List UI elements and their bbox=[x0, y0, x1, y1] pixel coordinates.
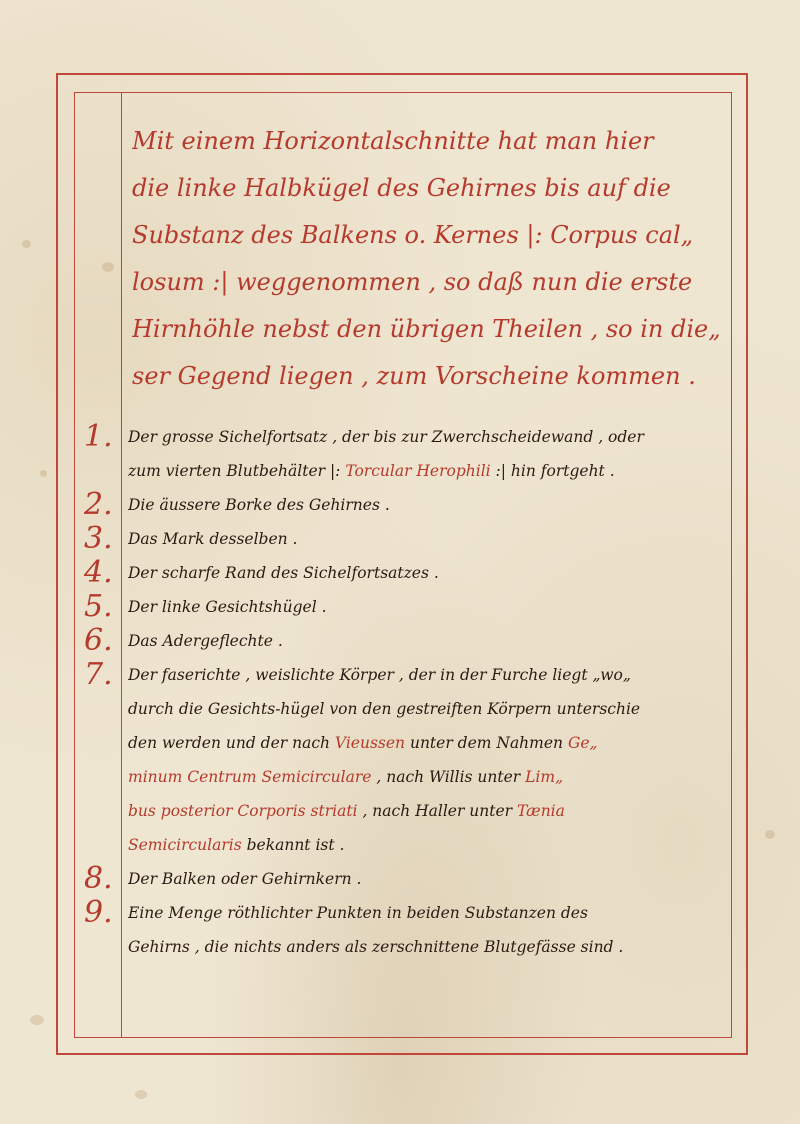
item-text-line bbox=[128, 794, 729, 828]
list-item bbox=[84, 896, 729, 964]
item-number: 3. bbox=[84, 521, 113, 556]
heading-line: die linke Halbkügel des Gehirnes bis auf die bbox=[132, 174, 671, 202]
item-text-line bbox=[128, 692, 729, 726]
item-text-line bbox=[128, 828, 729, 862]
heading-line: Mit einem Horizontalschnitte hat man hier bbox=[132, 127, 654, 155]
latin-term: Lim„ bbox=[525, 768, 564, 786]
numbered-list bbox=[84, 420, 729, 964]
item-text-line bbox=[128, 420, 729, 454]
item-text-line bbox=[128, 454, 729, 488]
text-segment: den werden und der nach bbox=[128, 734, 335, 752]
text-segment: Die äussere Borke des Gehirnes . bbox=[128, 496, 390, 514]
list-item bbox=[84, 590, 729, 624]
item-number: 7. bbox=[84, 657, 113, 692]
text-segment: Der scharfe Rand des Sichelfortsatzes . bbox=[128, 564, 439, 582]
foxing-spot bbox=[30, 1015, 44, 1025]
latin-term: Ge„ bbox=[567, 734, 598, 752]
foxing-spot bbox=[765, 830, 775, 839]
item-text-line bbox=[128, 590, 729, 624]
item-text-line bbox=[128, 556, 729, 590]
text-segment: Der grosse Sichelfortsatz , der bis zur Zwerchscheidewand , oder bbox=[128, 428, 644, 446]
text-segment: Eine Menge röthlichter Punkten in beiden Substanzen des bbox=[128, 904, 588, 922]
foxing-spot bbox=[40, 470, 47, 477]
item-number: 6. bbox=[84, 623, 113, 658]
list-item bbox=[84, 624, 729, 658]
latin-term: Vieussen bbox=[334, 734, 406, 752]
latin-term: Torcular Herophili bbox=[345, 462, 491, 480]
item-text-line bbox=[128, 760, 729, 794]
text-segment: Der Balken oder Gehirnkern . bbox=[128, 870, 362, 888]
foxing-spot bbox=[22, 240, 31, 248]
heading-line: Substanz des Balkens o. Kernes |: Corpus cal„ bbox=[132, 221, 694, 249]
text-segment: , nach Haller unter bbox=[357, 802, 517, 820]
item-number: 4. bbox=[84, 555, 113, 590]
item-number: 5. bbox=[84, 589, 113, 624]
item-text-line bbox=[128, 658, 729, 692]
list-item bbox=[84, 658, 729, 862]
list-item bbox=[84, 862, 729, 896]
text-segment: Das Adergeflechte . bbox=[128, 632, 283, 650]
latin-term: Tænia bbox=[517, 802, 565, 820]
item-number: 9. bbox=[84, 895, 113, 930]
text-segment: durch die Gesichts-hügel von den gestreiften Körpern unterschie bbox=[128, 700, 641, 718]
latin-term: minum Centrum Semicirculare bbox=[128, 768, 372, 786]
text-segment: zum vierten Blutbehälter |: bbox=[128, 462, 346, 480]
text-segment: Der linke Gesichtshügel . bbox=[128, 598, 327, 616]
text-segment: unter dem Nahmen bbox=[405, 734, 568, 752]
text-segment: Der faserichte , weislichte Körper , der in der Furche liegt „wo„ bbox=[128, 666, 631, 684]
list-item bbox=[84, 522, 729, 556]
item-text-line bbox=[128, 624, 729, 658]
heading-line: ser Gegend liegen , zum Vorscheine kommen . bbox=[132, 362, 696, 390]
text-segment: Das Mark desselben . bbox=[128, 530, 298, 548]
item-text-line bbox=[128, 488, 729, 522]
heading-line: losum :| weggenommen , so daß nun die erste bbox=[132, 268, 693, 296]
text-segment: Gehirns , die nichts anders als zerschnittene Blutgefässe sind . bbox=[128, 938, 624, 956]
text-segment: :| hin fortgeht . bbox=[490, 462, 615, 480]
item-number: 2. bbox=[84, 487, 113, 522]
list-item bbox=[84, 420, 729, 488]
heading-line: Hirnhöhle nebst den übrigen Theilen , so in die„ bbox=[132, 315, 721, 343]
item-text-line bbox=[128, 930, 729, 964]
heading-paragraph bbox=[132, 118, 722, 400]
item-text-line bbox=[128, 896, 729, 930]
item-number: 8. bbox=[84, 861, 113, 896]
item-text-line bbox=[128, 726, 729, 760]
item-number: 1. bbox=[84, 419, 113, 454]
text-segment: bekannt ist . bbox=[241, 836, 345, 854]
latin-term: Semicircularis bbox=[128, 836, 242, 854]
item-text-line bbox=[128, 522, 729, 556]
latin-term: bus posterior Corporis striati bbox=[128, 802, 358, 820]
list-item bbox=[84, 488, 729, 522]
item-text-line bbox=[128, 862, 729, 896]
foxing-spot bbox=[135, 1090, 147, 1099]
list-item bbox=[84, 556, 729, 590]
text-segment: , nach Willis unter bbox=[371, 768, 526, 786]
